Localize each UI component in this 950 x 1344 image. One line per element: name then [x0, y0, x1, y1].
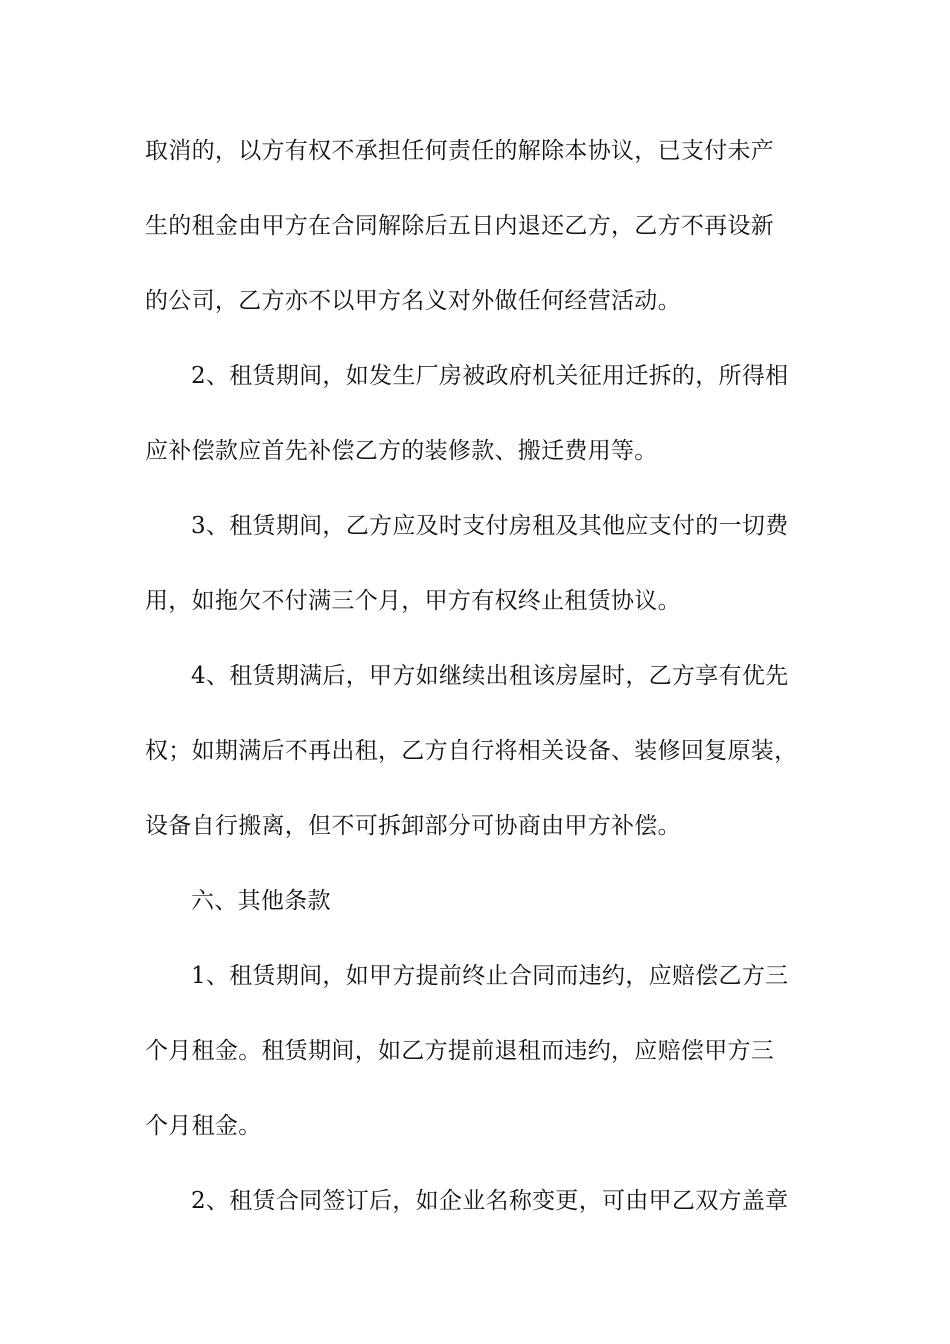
paragraph-start: 2、租赁期间，如发生厂房被政府机关征用迁拆的，所得相: [191, 363, 789, 389]
text-line: 设备自行搬离，但不可拆卸部分可协商由甲方补偿。: [145, 813, 681, 839]
text-line: 用，如拖欠不付满三个月，甲方有权终止租赁协议。: [145, 588, 681, 614]
section-heading: 六、其他条款: [191, 888, 331, 914]
paragraph-start: 3、租赁期间，乙方应及时支付房租及其他应支付的一切费: [191, 513, 789, 539]
text-line: 取消的，以方有权不承担任何责任的解除本协议，已支付未产: [145, 138, 775, 164]
text-line: 权；如期满后不再出租，乙方自行将相关设备、装修回复原装，: [145, 738, 798, 764]
text-line: 个月租金。: [145, 1113, 262, 1139]
text-line: 个月租金。租赁期间，如乙方提前退租而违约，应赔偿甲方三: [145, 1038, 775, 1064]
text-line: 应补偿款应首先补偿乙方的装修款、搬迁费用等。: [145, 438, 658, 464]
text-line: 生的租金由甲方在合同解除后五日内退还乙方，乙方不再设新: [145, 213, 775, 239]
paragraph-start: 2、租赁合同签订后，如企业名称变更，可由甲乙双方盖章: [191, 1188, 789, 1214]
paragraph-start: 1、租赁期间，如甲方提前终止合同而违约，应赔偿乙方三: [191, 963, 789, 989]
text-line: 的公司，乙方亦不以甲方名义对外做任何经营活动。: [145, 288, 681, 314]
paragraph-start: 4、租赁期满后，甲方如继续出租该房屋时，乙方享有优先: [191, 663, 789, 689]
